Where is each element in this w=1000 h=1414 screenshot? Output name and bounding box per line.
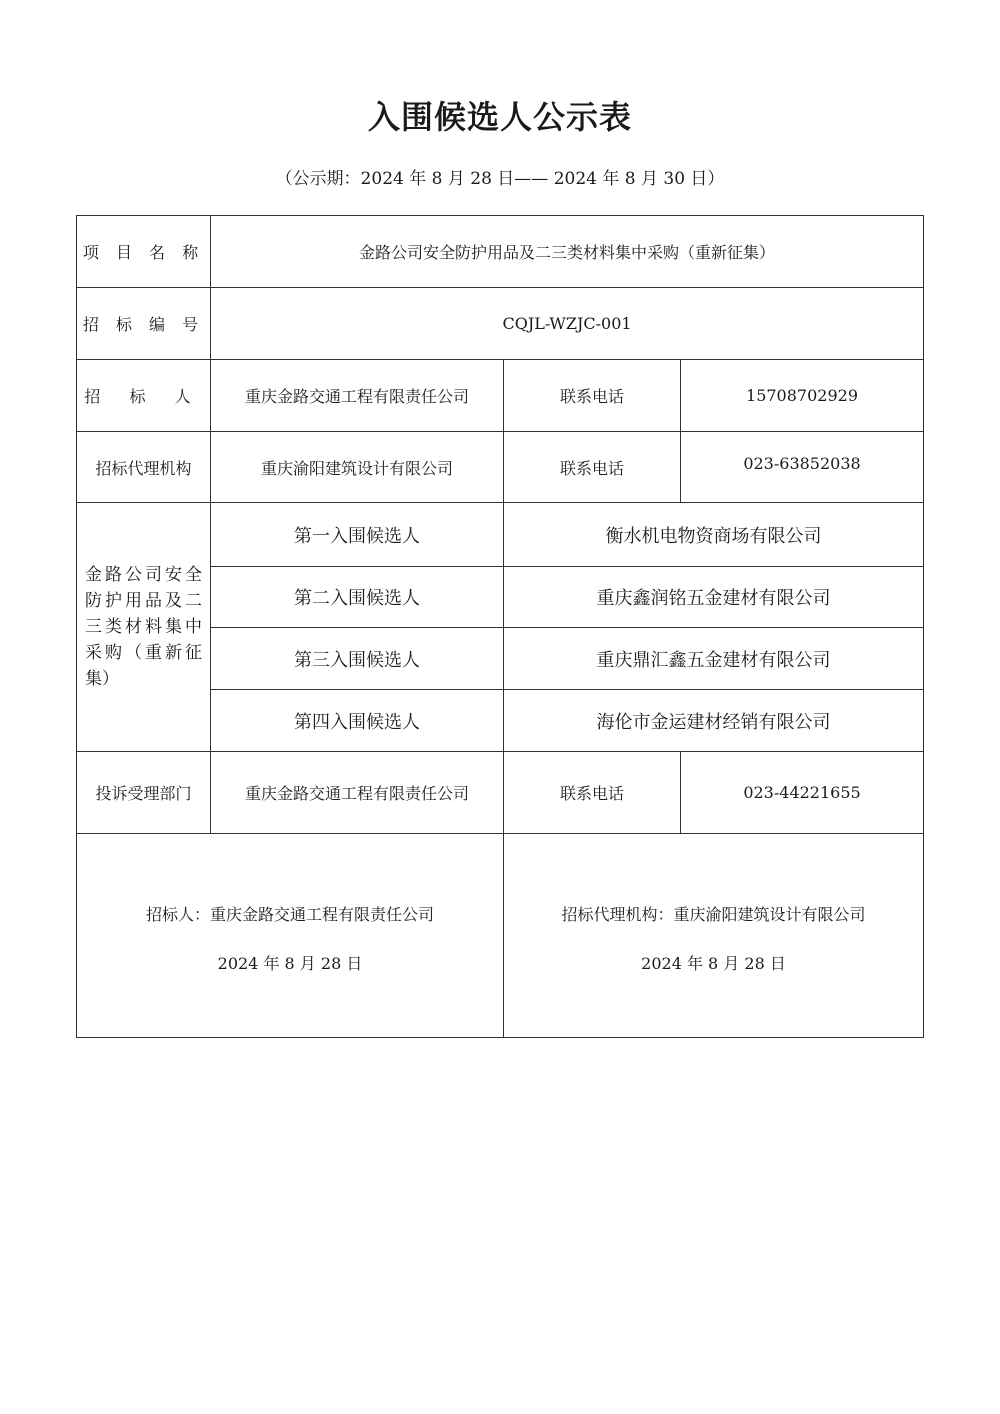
page-title: 入围候选人公示表	[367, 98, 632, 136]
table-row	[77, 752, 924, 834]
tenderer-signature-name: 招标人：重庆金路交通工程有限责任公司	[145, 905, 434, 924]
agency-label: 招标代理机构	[77, 432, 211, 503]
complaint-phone-label: 联系电话	[504, 752, 681, 834]
tenderer-phone-label: 联系电话	[504, 360, 681, 432]
candidate-table	[76, 215, 924, 1038]
tenderer-signature-date: 2024 年 8 月 28 日	[217, 954, 363, 973]
complaint-phone-value: 023-44221655	[681, 752, 924, 834]
tenderer-phone-value: 15708702929	[681, 360, 924, 432]
table-row	[77, 216, 924, 288]
tenderer-value: 重庆金路交通工程有限责任公司	[211, 360, 504, 432]
candidate-name: 衡水机电物资商场有限公司	[504, 503, 924, 567]
agency-signature-name: 招标代理机构：重庆渝阳建筑设计有限公司	[561, 905, 866, 924]
table-row	[77, 288, 924, 360]
complaint-dept-value: 重庆金路交通工程有限责任公司	[211, 752, 504, 834]
agency-signature	[504, 834, 924, 1038]
tenderer-label: 招 标 人	[77, 360, 211, 432]
candidate-name: 海伦市金运建材经销有限公司	[504, 690, 924, 752]
project-name-label: 项 目 名 称	[77, 216, 211, 288]
complaint-label: 投诉受理部门	[77, 752, 211, 834]
candidate-rank: 第二入围候选人	[211, 567, 504, 628]
publicity-period: （公示期：2024 年 8 月 28 日—— 2024 年 8 月 30 日）	[275, 169, 725, 189]
table-row	[77, 432, 924, 503]
candidate-rank: 第一入围候选人	[211, 503, 504, 567]
candidate-rank: 第三入围候选人	[211, 628, 504, 690]
candidate-group-label: 金路公司安全防护用品及二三类材料集中采购（重新征集）	[77, 503, 211, 752]
candidate-name: 重庆鑫润铭五金建材有限公司	[504, 567, 924, 628]
agency-signature-date: 2024 年 8 月 28 日	[641, 954, 786, 973]
agency-phone-label: 联系电话	[504, 432, 681, 503]
candidate-name: 重庆鼎汇鑫五金建材有限公司	[504, 628, 924, 690]
agency-value: 重庆渝阳建筑设计有限公司	[211, 432, 504, 503]
tender-no-label: 招 标 编 号	[77, 288, 211, 360]
tenderer-signature	[77, 834, 504, 1038]
signature-row	[77, 834, 924, 1038]
agency-phone-value: 023-63852038	[681, 432, 924, 503]
tender-no-value: CQJL-WZJC-001	[211, 288, 924, 360]
candidate-rank: 第四入围候选人	[211, 690, 504, 752]
project-name-value: 金路公司安全防护用品及二三类材料集中采购（重新征集）	[211, 216, 924, 288]
table-row	[77, 360, 924, 432]
table-row	[77, 503, 924, 567]
